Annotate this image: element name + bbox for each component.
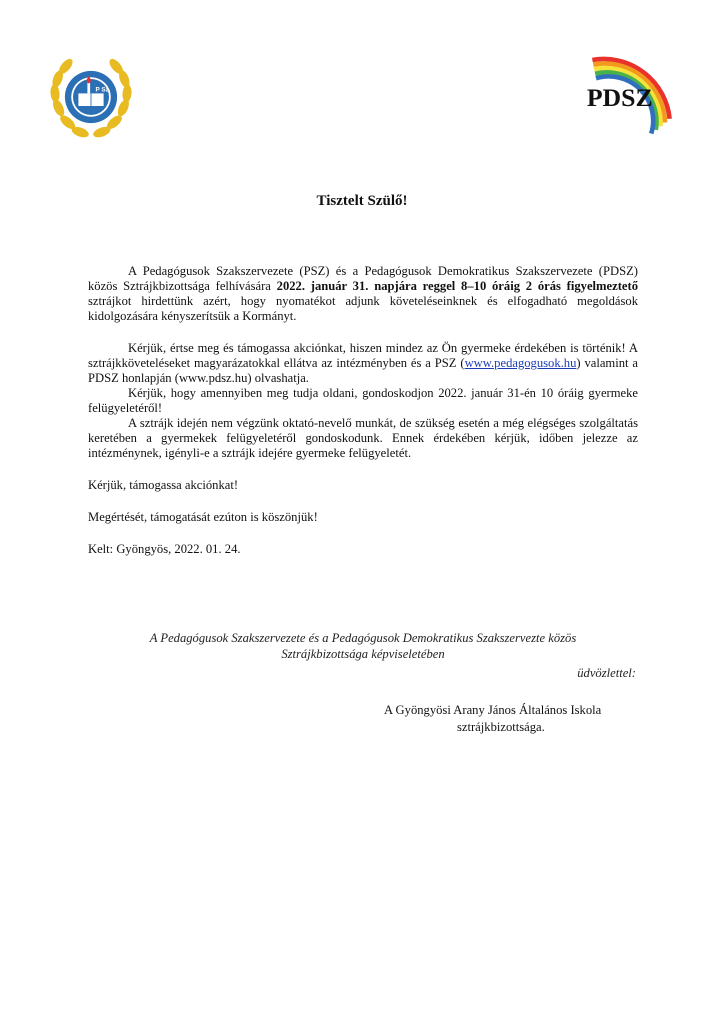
paragraph-request-support bbox=[88, 341, 638, 386]
p1-strike-date: 2022. január 31. napjára reggel 8–10 óráig 2 órás figyelmeztető bbox=[276, 279, 638, 293]
psz-wreath-emblem-icon bbox=[46, 52, 136, 142]
paragraph-supervision-info: A sztrájk idején nem végzünk oktató-nevelő munkát, de szükség esetén a még elégséges szolgáltatás keretében a gyermekek felügyeletéről gondoskodunk. Ennek érdekében kérjük, időben jelezze az intézménynek, igényli-e a sztrájk idejére gyermeke felügyeletét. bbox=[88, 416, 638, 460]
seal-letters: P Sz. bbox=[95, 86, 111, 94]
paragraph-strike-announcement bbox=[88, 264, 638, 324]
p1-text-pre: A Pedagógusok Szakszervezete (PSZ) és a Pedagógusok Demokratikus Szakszervezete (PDSZ) közös Sztrájkbizottsága felhívására bbox=[88, 264, 638, 293]
greeting: üdvözlettel: bbox=[577, 666, 636, 680]
p2-text-pre: Kérjük, értse meg és támogassa akciónkat, hiszen mindez az Ön gyermeke érdekében is történik! A sztrájkköveteléseket magyarázatokkal ellátva az intézményben és a PSZ ( bbox=[88, 341, 638, 370]
pedagogusok-link[interactable]: www.pedagogusok.hu bbox=[464, 356, 577, 370]
page-title: Tisztelt Szülő! bbox=[316, 193, 408, 209]
p2-text-post: ) valamint a PDSZ honlapján (www.pdsz.hu) olvashatja. bbox=[88, 356, 638, 385]
pdsz-logo-text: PDSZ bbox=[586, 82, 653, 112]
letter-body bbox=[88, 264, 638, 557]
paragraph-support-plea: Kérjük, támogassa akciónkat! bbox=[88, 478, 239, 492]
p1-text-post: sztrájkot hirdettünk azért, hogy nyomatékot adjunk követeléseinknek és elfogadható megoldások kidolgozására kényszerítsük a Kormányt. bbox=[88, 294, 638, 323]
date-line: Kelt: Gyöngyös, 2022. 01. 24. bbox=[88, 542, 241, 556]
school-name: A Gyöngyösi Arany János Általános Iskola bbox=[384, 703, 602, 717]
paragraph-thanks: Megértését, támogatását ezúton is köszönjük! bbox=[88, 510, 318, 524]
school-committee: sztrájkbizottsága. bbox=[457, 720, 545, 734]
school-signature bbox=[384, 702, 601, 736]
signature-line-2: Sztrájkbizottsága képviseletében bbox=[281, 647, 445, 661]
pdsz-rainbow-logo-icon bbox=[585, 52, 677, 136]
signature-line-1: A Pedagógusok Szakszervezete és a Pedagógusok Demokratikus Szakszervezte közös bbox=[149, 631, 577, 645]
signature-committee bbox=[88, 630, 638, 662]
paragraph-childcare-request: Kérjük, hogy amennyiben meg tudja oldani, gondoskodjon 2022. január 31-én 10 óráig gyermeke felügyeletéről! bbox=[88, 386, 638, 415]
